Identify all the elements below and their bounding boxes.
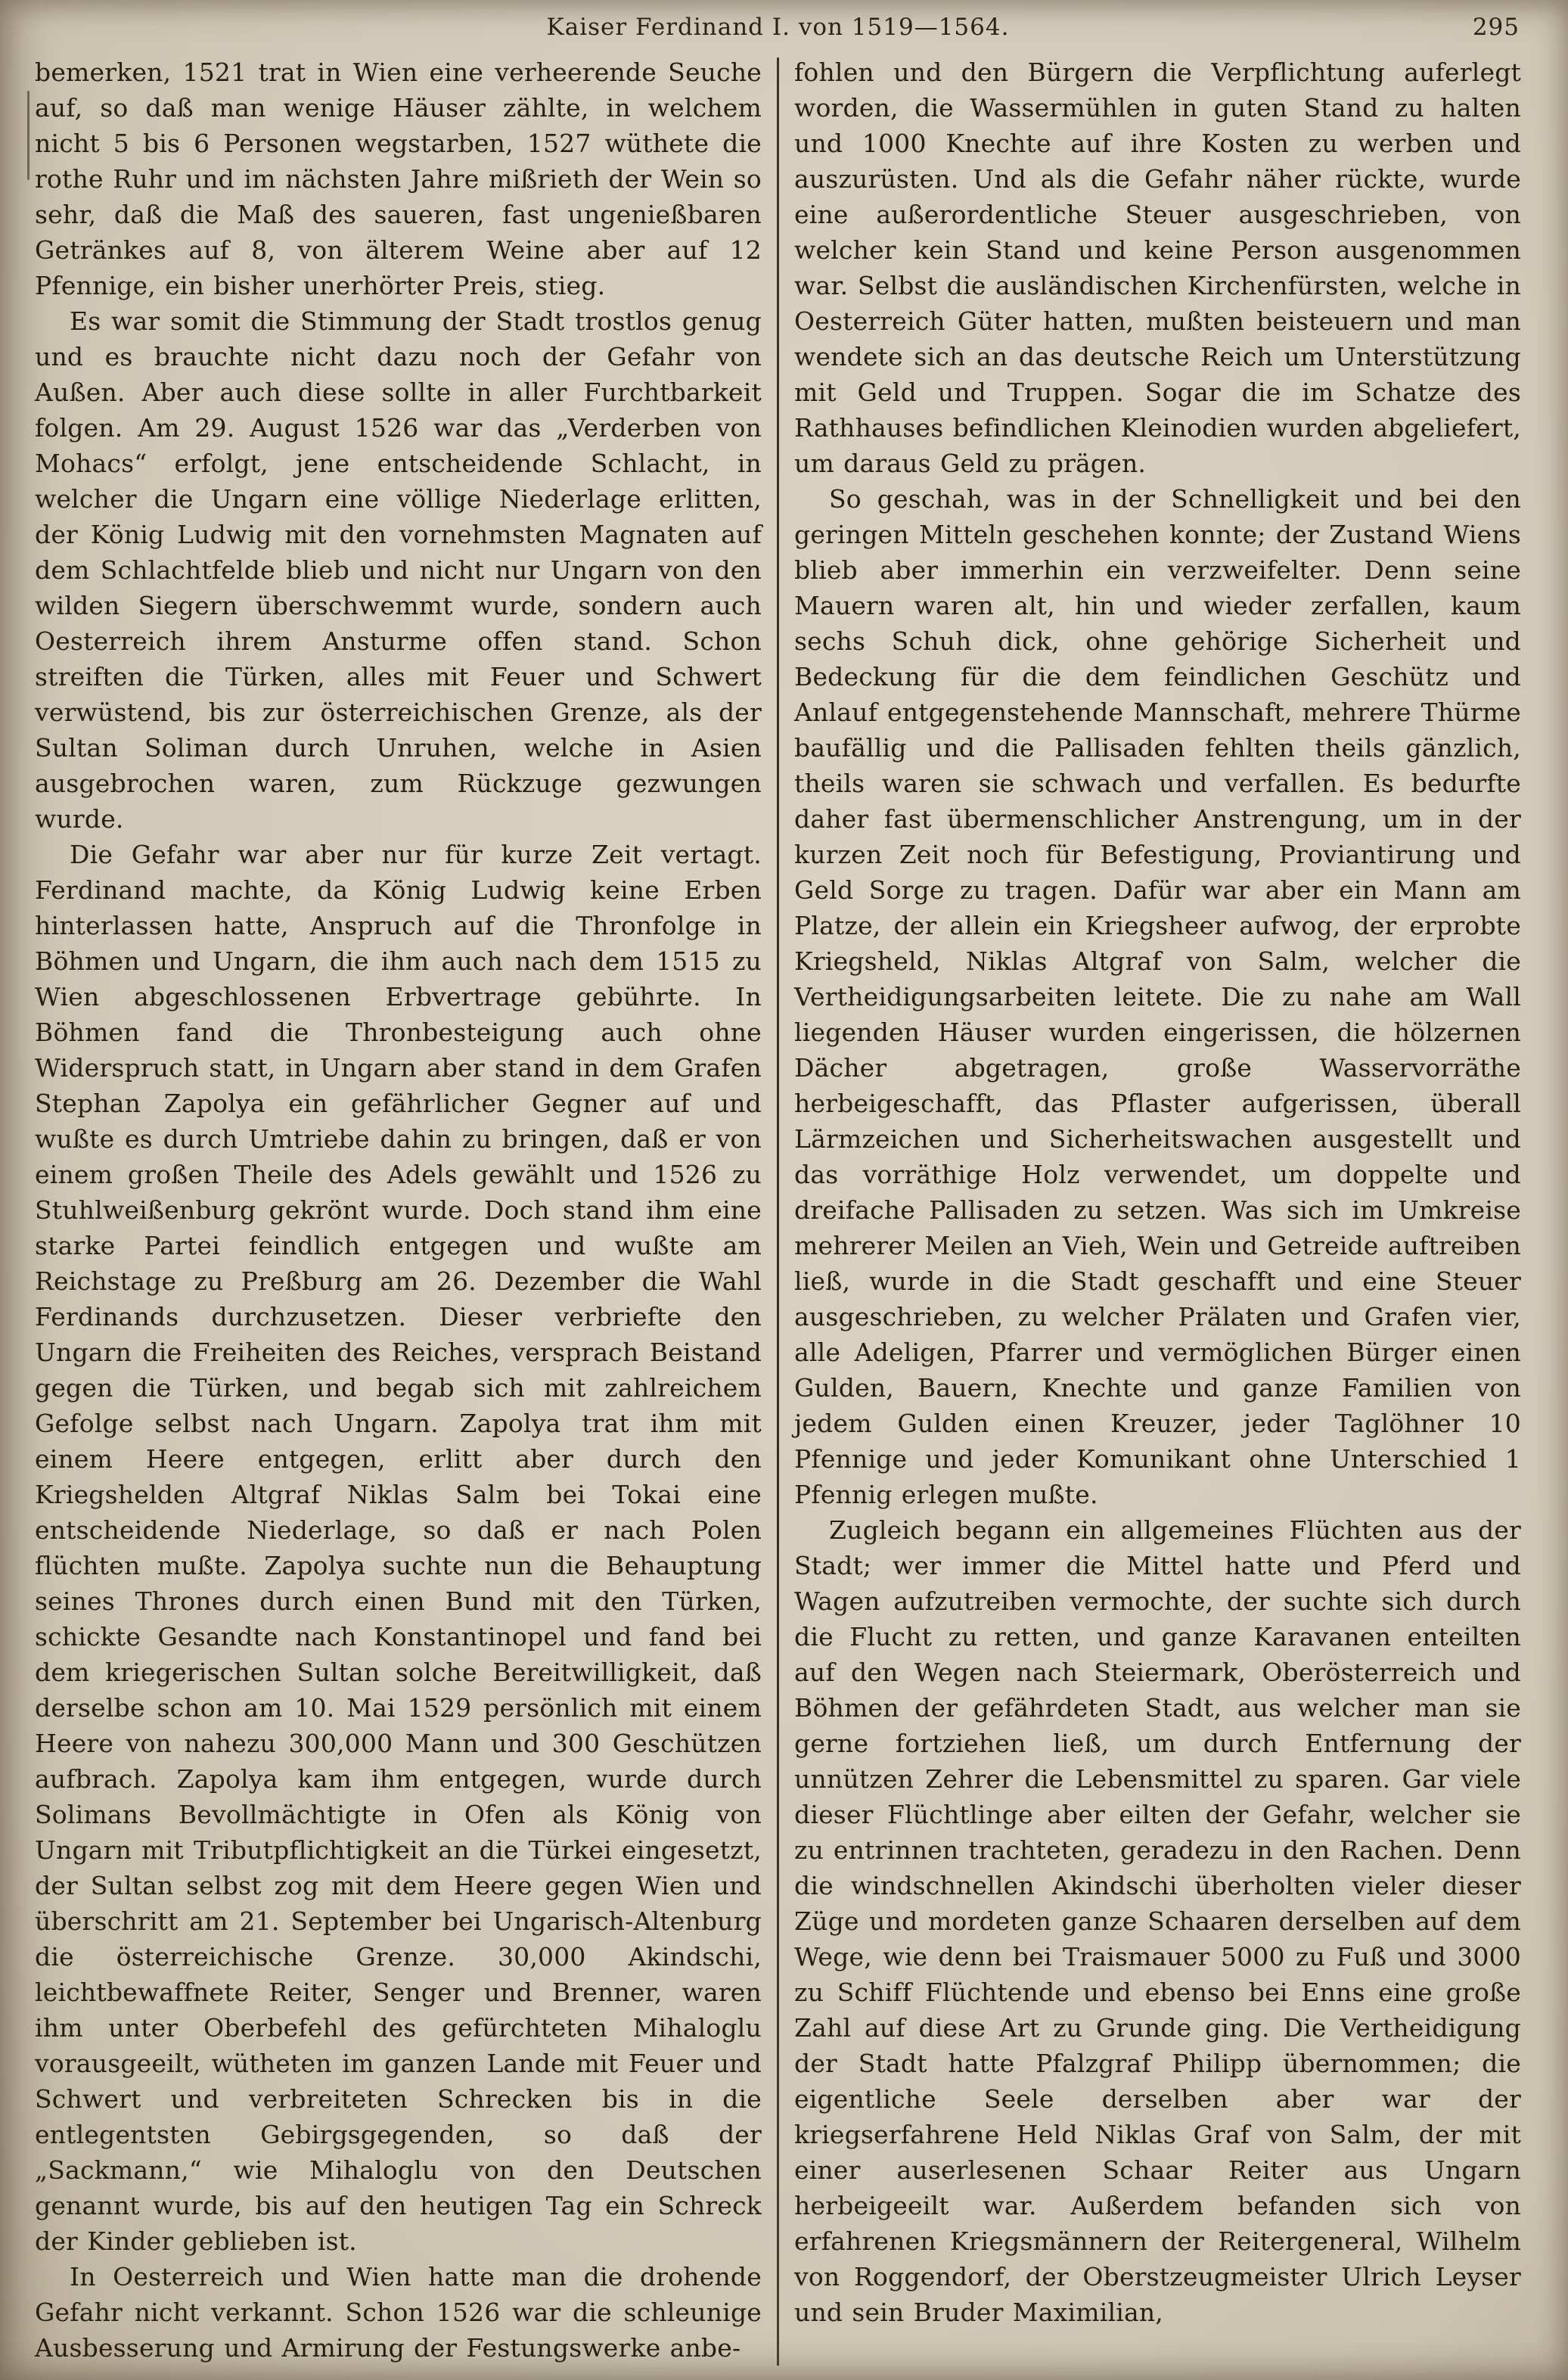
paragraph: Die Gefahr war aber nur für kurze Zeit vertagt. Ferdinand machte, da König Ludwig keine Erben hinterlassen hatte, Anspruch auf die Thronfolge in Böhmen und Ungarn, die ihm auch nach dem 1515 zu Wien abgeschlossenen Erbvertrage gebührte. In Böhmen fand die Thronbesteigung auch ohne Widerspruch statt, in Ungarn aber stand in dem Grafen Stephan Zapolya ein gefährlicher Gegner auf und wußte es durch Umtriebe dahin zu bringen, daß er von einem großen Theile des Adels gewählt und 1526 zu Stuhlweißenburg gekrönt wurde. Doch stand ihm eine starke Partei feindlich entgegen und wußte am Reichstage zu Preßburg am 26. Dezember die Wahl Ferdinands durchzusetzen. Dieser verbriefte den Ungarn die Freiheiten des Reiches, versprach Beistand gegen die Türken, und begab sich mit zahlreichem Gefolge selbst nach Ungarn. Zapolya trat ihm mit einem Heere entgegen, erlitt aber durch den Kriegshelden Altgraf Niklas Salm bei Tokai eine entscheidende Niederlage, so daß er nach Polen flüchten mußte. Zapolya suchte nun die Behauptung seines Thrones durch einen Bund mit den Türken, schickte Gesandte nach Konstantinopel und fand bei dem kriegerischen Sultan solche Bereitwilligkeit, daß derselbe schon am 10. Mai 1529 persönlich mit einem Heere von nahezu 300,000 Mann und 300 Geschützen aufbrach. Zapolya kam ihm entgegen, wurde durch Solimans Bevollmächtigte in Ofen als König von Ungarn mit Tributpflichtigkeit an die Türkei eingesetzt, der Sultan selbst zog mit dem Heere gegen Wien und überschritt am 21. September bei Ungarisch-Altenburg die österreichische Grenze. 30,000 Akindschi, leichtbewaffnete Reiter, Senger und Brenner, waren ihm unter Oberbefehl des gefürchteten Mihaloglu vorausgeeilt, wütheten im ganzen Lande mit Feuer und Schwert und verbreiteten Schrecken bis in die entlegentsten Gebirgsgegenden, so daß der „Sackmann,“ wie Mihaloglu von den Deutschen genannt wurde, bis auf den heutigen Tag ein Schreck der Kinder geblieben ist. [35, 840, 762, 2256]
page-number: 295 [1472, 14, 1520, 41]
paragraph: Zugleich begann ein allgemeines Flüchten aus der Stadt; wer immer die Mittel hatte und Pferd und Wagen aufzutreiben vermochte, der suchte sich durch die Flucht zu retten, und ganze Karavanen enteilten auf den Wegen nach Steiermark, Oberösterreich und Böhmen der gefährdeten Stadt, aus welcher man sie gerne fortziehen ließ, um durch Entfernung der unnützen Zehrer die Lebensmittel zu sparen. Gar viele dieser Flüchtlinge aber eilten der Gefahr, welcher sie zu entrinnen trachteten, geradezu in den Rachen. Denn die windschnellen Akindschi überholten vieler dieser Züge und mordeten ganze Schaaren derselben auf dem Wege, wie denn bei Traismauer 5000 zu Fuß und 3000 zu Schiff Flüchtende und ebenso bei Enns eine große Zahl auf diese Art zu Grunde ging. Die Vertheidigung der Stadt hatte Pfalzgraf Philipp übernommen; die eigentliche Seele derselben aber war der kriegserfahrene Held Niklas Graf von Salm, der mit einer auserlesenen Schaar Reiter aus Ungarn herbeigeeilt war. Außerdem befanden sich von erfahrenen Kriegsmännern der Reitergeneral, Wilhelm von Roggendorf, der Oberstzeugmeister Ulrich Leyser und sein Bruder Maximilian, [794, 1515, 1521, 2327]
scan-artifact-line [27, 91, 29, 180]
text-columns [35, 54, 1521, 2366]
running-title: Kaiser Ferdinand I. von 1519—1564. [546, 14, 1010, 41]
paragraph: So geschah, was in der Schnelligkeit und bei den geringen Mitteln geschehen konnte; der Zustand Wiens blieb aber immerhin ein verzweifelter. Denn seine Mauern waren alt, hin und wieder zerfallen, kaum sechs Schuh dick, ohne gehörige Sicherheit und Bedeckung für die dem feindlichen Geschütz und Anlauf entgegenstehende Mannschaft, mehrere Thürme baufällig und die Pallisaden fehlten theils gänzlich, theils waren sie schwach und verfallen. Es bedurfte daher fast übermenschlicher Anstrengung, um in der kurzen Zeit noch für Befestigung, Proviantirung und Geld Sorge zu tragen. Dafür war aber ein Mann am Platze, der allein ein Kriegsheer aufwog, der erprobte Kriegsheld, Niklas Altgraf von Salm, welcher die Vertheidigungsarbeiten leitete. Die zu nahe am Wall liegenden Häuser wurden eingerissen, die hölzernen Dächer abgetragen, große Wasservorräthe herbeigeschafft, das Pflaster aufgerissen, überall Lärmzeichen und Sicherheitswachen ausgestellt und das vorräthige Holz verwendet, um doppelte und dreifache Pallisaden zu setzen. Was sich im Umkreise mehrerer Meilen an Vieh, Wein und Getreide auftreiben ließ, wurde in die Stadt geschafft und eine Steuer ausgeschrieben, zu welcher Prälaten und Grafen vier, alle Adeligen, Pfarrer und vermöglichen Bürger einen Gulden, Bauern, Knechte und ganze Familien von jedem Gulden einen Kreuzer, jeder Taglöhner 10 Pfennige und jeder Komunikant ohne Unterschied 1 Pfennig erlegen mußte. [794, 484, 1521, 1509]
paragraph-continuation: fohlen und den Bürgern die Verpflichtung auferlegt worden, die Wassermühlen in guten Stand zu halten und 1000 Knechte auf ihre Kosten zu werben und auszurüsten. Und als die Gefahr näher rückte, wurde eine außerordentliche Steuer ausgeschrieben, von welcher kein Stand und keine Person ausgenommen war. Selbst die ausländischen Kirchenfürsten, welche in Oesterreich Güter hatten, mußten beisteuern und man wendete sich an das deutsche Reich um Unterstützung mit Geld und Truppen. Sogar die im Schatze des Rathhauses befindlichen Kleinodien wurden abgeliefert, um daraus Geld zu prägen. [794, 57, 1521, 478]
page-header [35, 11, 1521, 45]
left-column [35, 54, 762, 2366]
paragraph: In Oesterreich und Wien hatte man die drohende Gefahr nicht verkannt. Schon 1526 war die schleunige Ausbesserung und Armirung der Festungswerke anbe- [35, 2262, 762, 2363]
right-column [794, 54, 1521, 2366]
paragraph-continuation: bemerken, 1521 trat in Wien eine verheerende Seuche auf, so daß man wenige Häuser zählte, in welchem nicht 5 bis 6 Personen wegstarben, 1527 wüthete die rothe Ruhr und im nächsten Jahre mißrieth der Wein so sehr, daß die Maß des saueren, fast ungenießbaren Getränkes auf 8, von älterem Weine aber auf 12 Pfennige, ein bisher unerhörter Preis, stieg. [35, 57, 762, 300]
column-divider-rule [777, 57, 779, 2366]
paragraph: Es war somit die Stimmung der Stadt trostlos genug und es brauchte nicht dazu noch der Gefahr von Außen. Aber auch diese sollte in aller Furchtbarkeit folgen. Am 29. August 1526 war das „Verderben von Mohacs“ erfolgt, jene entscheidende Schlacht, in welcher die Ungarn eine völlige Niederlage erlitten, der König Ludwig mit den vornehmsten Magnaten auf dem Schlachtfelde blieb und nicht nur Ungarn von den wilden Siegern überschwemmt wurde, sondern auch Oesterreich ihrem Ansturme offen stand. Schon streiften die Türken, alles mit Feuer und Schwert verwüstend, bis zur österreichischen Grenze, als der Sultan Soliman durch Unruhen, welche in Asien ausgebrochen waren, zum Rückzuge gezwungen wurde. [35, 306, 762, 834]
